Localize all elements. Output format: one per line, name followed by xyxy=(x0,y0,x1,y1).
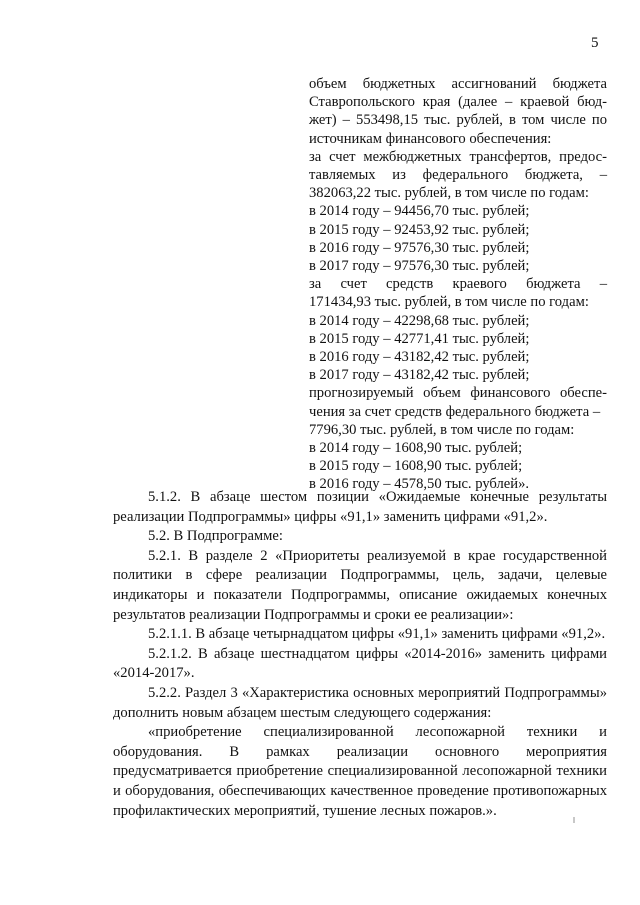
finance-line: в 2015 году – 42771,41 тыс. рублей; xyxy=(309,330,530,347)
paragraph: 5.2.1.1. В абзаце четырнадцатом цифры «91,1» заменить цифрами «91,2». xyxy=(148,626,606,643)
finance-line: Ставропольского края (далее – краевой бюд- xyxy=(309,94,607,111)
paragraph: 5.2.1. В разделе 2 «Приоритеты реализуемой в крае государственной политики в сфере реализации Подпрограммы, цель, задачи, целевые индикаторы и показатели Подпрограммы, описание ожидаемых конечных результатов реализации Подпрограммы и сроки ее реализации»: xyxy=(113,547,607,623)
finance-line: в 2017 году – 43182,42 тыс. рублей; xyxy=(309,367,530,384)
finance-line: тавляемых из федерального бюджета, – xyxy=(309,167,607,184)
finance-line: источникам финансового обеспечения: xyxy=(309,130,552,147)
finance-line: в 2015 году – 92453,92 тыс. рублей; xyxy=(309,221,530,238)
finance-line: 171434,93 тыс. рублей, в том числе по годам: xyxy=(309,294,589,311)
paragraph: «приобретение специализированной лесопожарной техники и оборудования. В рамках реализации основного мероприятия предусматривается приобретение специализированной лесопожарной техники и оборудования, обеспечивающих качественное проведение противопожарных профилактических мероприятий, тушение лесных пожаров.». xyxy=(113,724,607,819)
finance-line: за счет средств краевого бюджета – xyxy=(309,276,607,293)
finance-line: в 2016 году – 97576,30 тыс. рублей; xyxy=(309,239,530,256)
page-number: 5 xyxy=(591,35,599,51)
finance-line: в 2014 году – 94456,70 тыс. рублей; xyxy=(309,203,530,220)
finance-line: 382063,22 тыс. рублей, в том числе по годам: xyxy=(309,185,589,202)
finance-line: объем бюджетных ассигнований бюджета xyxy=(309,76,607,92)
finance-line: в 2016 году – 43182,42 тыс. рублей; xyxy=(309,349,530,366)
paragraph: 5.1.2. В абзаце шестом позиции «Ожидаемые конечные результаты реализации Подпрограммы» цифры «91,1» заменить цифрами «91,2». xyxy=(113,489,607,525)
finance-line: чения за счет средств федерального бюджета – xyxy=(309,403,601,420)
paragraph: 5.2. В Подпрограмме: xyxy=(148,528,283,545)
finance-line: в 2015 году – 1608,90 тыс. рублей; xyxy=(309,458,523,475)
finance-line: в 2017 году – 97576,30 тыс. рублей; xyxy=(309,258,530,275)
finance-line: в 2014 году – 1608,90 тыс. рублей; xyxy=(309,440,523,457)
finance-line: в 2016 году – 4578,50 тыс. рублей». xyxy=(309,476,530,493)
finance-line: прогнозируемый объем финансового обеспе- xyxy=(309,385,607,402)
finance-line: в 2014 году – 42298,68 тыс. рублей; xyxy=(309,312,530,329)
amendments-text xyxy=(113,488,607,821)
scan-speck xyxy=(573,817,575,823)
finance-line: жет) – 553498,15 тыс. рублей, в том числе по xyxy=(309,112,607,129)
finance-line: 7796,30 тыс. рублей, в том числе по годам: xyxy=(309,421,575,438)
paragraph: 5.2.1.2. В абзаце шестнадцатом цифры «2014-2016» заменить цифрами «2014-2017». xyxy=(113,645,607,682)
finance-block xyxy=(309,75,607,494)
finance-line: за счет межбюджетных трансфертов, предос- xyxy=(309,148,607,165)
paragraph: 5.2.2. Раздел 3 «Характеристика основных мероприятий Подпрограммы» дополнить новым абзацем шестым следующего содержания: xyxy=(113,684,607,721)
